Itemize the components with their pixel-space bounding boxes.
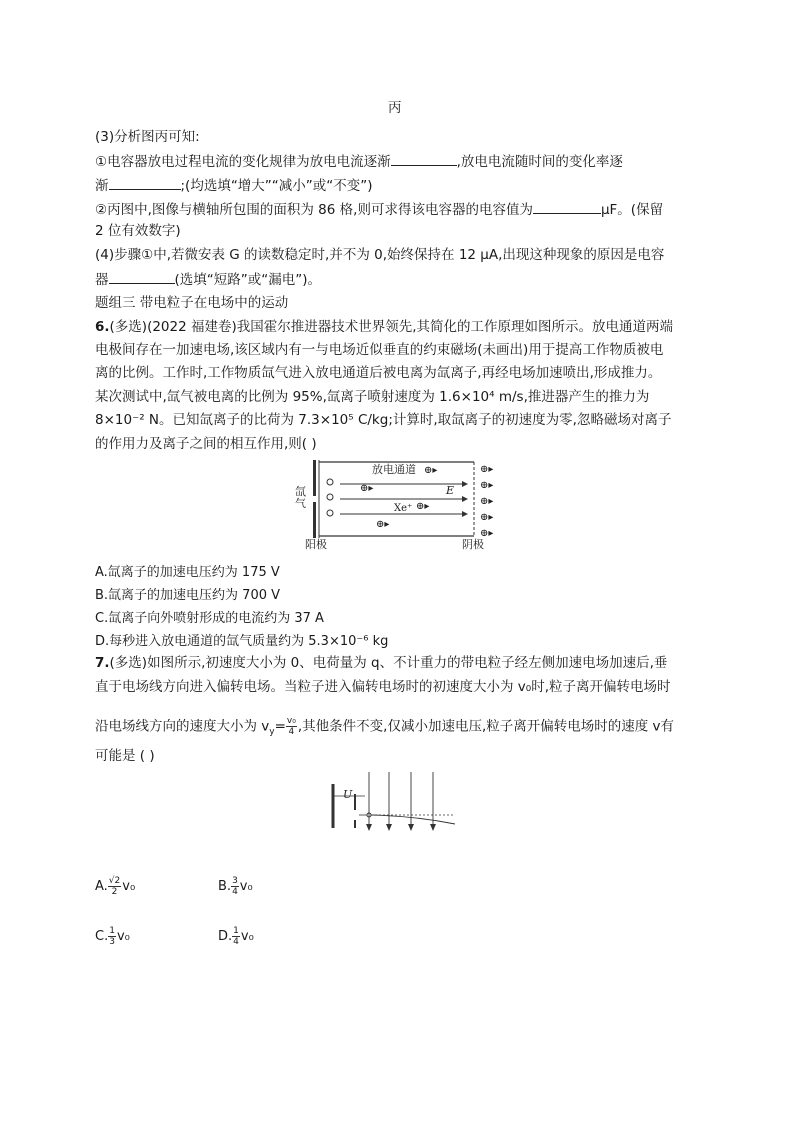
anode-plate-top [313, 460, 316, 496]
q7-line3 [95, 716, 674, 741]
text: ;(均选填“增大”“减小”或“不变”) [180, 178, 373, 194]
subscript: y [269, 727, 275, 738]
hall-thruster-diagram [288, 458, 508, 552]
anode-plate-bottom [313, 502, 316, 538]
option-value: v₀ [116, 929, 130, 944]
ion-symbol: ⊕▸ [480, 480, 494, 491]
numerator: 1 [109, 926, 115, 936]
field-arrowhead [462, 511, 468, 517]
ion-symbol: ⊕▸ [424, 465, 438, 476]
q6-line1 [95, 318, 673, 336]
channel-label: 放电通道 [372, 463, 416, 476]
numerator: √2 [108, 876, 121, 886]
answer-blank[interactable] [391, 152, 457, 166]
denominator: 3 [109, 937, 115, 947]
q5-item2-line2: 2 位有效数字) [95, 223, 181, 239]
text: ,其他条件不变,仅减小加速电压,粒子离开偏转电场时的速度 v有 [297, 718, 675, 735]
q5-item2-line1 [95, 200, 663, 219]
q6-option-c[interactable]: C.氙离子向外喷射形成的电流约为 37 A [95, 611, 324, 626]
gas-molecule [327, 479, 333, 485]
field-label: E [446, 484, 455, 497]
q5-part3-title: (3)分析图丙可知: [95, 129, 200, 145]
field-arrowhead [430, 824, 436, 831]
q6-line2: 电极间存在一加速电场,该区域内有一与电场近似垂直的约束磁场(未画出)用于提高工作物质被电 [95, 342, 664, 358]
ion-symbol: ⊕▸ [480, 496, 494, 507]
option-letter: D. [218, 929, 233, 944]
q7-option-c[interactable] [95, 926, 130, 947]
q6-option-d[interactable]: D.每秒进入放电通道的氙气质量约为 5.3×10⁻⁶ kg [95, 634, 389, 649]
q6-line5: 8×10⁻² N。已知氙离子的比荷为 7.3×10⁵ C/kg;计算时,取氙离子的初速度为零,忽略磁场对离子 [95, 412, 672, 428]
numerator: 1 [233, 926, 239, 936]
q7-line2: 直于电场线方向进入偏转电场。当粒子进入偏转电场时的初速度大小为 v₀时,粒子离开偏转电场时 [95, 679, 671, 695]
numerator: 3 [232, 876, 238, 886]
text: (多选)如图所示,初速度大小为 0、电荷量为 q、不计重力的带电粒子经左侧加速电场加速后,垂 [109, 655, 668, 671]
text: 渐 [95, 178, 109, 194]
q6-option-a[interactable]: A.氙离子的加速电压约为 175 V [95, 565, 280, 580]
gas-molecule [327, 494, 333, 500]
answer-blank[interactable] [109, 176, 181, 190]
field-arrowhead [462, 481, 468, 487]
anode-label: 阳极 [305, 538, 327, 551]
ion-symbol: ⊕▸ [360, 483, 374, 494]
denominator: 4 [288, 727, 295, 737]
ion-symbol: ⊕▸ [416, 501, 430, 512]
fraction [231, 876, 239, 897]
q7-option-b[interactable] [218, 876, 253, 897]
ion-symbol: ⊕▸ [480, 464, 494, 475]
fraction [232, 926, 240, 947]
ion-symbol: ⊕▸ [376, 519, 390, 530]
q5-item1-line2 [95, 176, 373, 195]
option-value: v₀ [239, 879, 253, 894]
text: (选填“短路”或“漏电”)。 [174, 272, 322, 288]
q6-line6: 的作用力及离子之间的相互作用,则( ) [95, 436, 317, 452]
question-number: 6. [95, 319, 110, 335]
q5-item1-line1 [95, 152, 623, 171]
text: (多选)(2022 福建卷)我国霍尔推进器技术世界领先,其简化的工作原理如图所示。放电通道两端 [109, 319, 674, 335]
q7-option-a[interactable] [95, 876, 135, 897]
ion-symbol: ⊕▸ [480, 528, 494, 539]
text: ①电容器放电过程电流的变化规律为放电电流逐渐 [95, 154, 391, 170]
q7-option-d[interactable] [218, 926, 254, 947]
field-arrowhead [408, 824, 414, 831]
section-heading: 题组三 带电粒子在电场中的运动 [95, 295, 289, 311]
text: 器 [95, 272, 109, 288]
option-value: v₀ [122, 879, 136, 894]
field-arrowhead [386, 824, 392, 831]
numerator: v₀ [286, 716, 296, 726]
answer-blank[interactable] [533, 200, 601, 214]
fraction [286, 716, 297, 737]
text: 沿电场线方向的速度大小为 v [95, 718, 270, 735]
text: = [274, 718, 286, 735]
q7-line4: 可能是 ( ) [95, 748, 155, 764]
text: ,放电电流随时间的变化率逐 [456, 154, 623, 170]
gas-molecule [327, 510, 333, 516]
q5-part4-line2 [95, 270, 321, 289]
deflection-diagram [325, 770, 470, 832]
denominator: 4 [232, 887, 238, 897]
fraction [108, 876, 121, 897]
answer-blank[interactable] [109, 270, 175, 284]
cathode-label: 阴极 [462, 538, 484, 551]
text: μF。(保留 [600, 202, 664, 218]
option-letter: C. [95, 929, 109, 944]
denominator: 2 [111, 887, 118, 897]
q6-option-b[interactable]: B.氙离子的加速电压约为 700 V [95, 588, 281, 603]
option-letter: A. [95, 879, 108, 894]
q6-line4: 某次测试中,氙气被电离的比例为 95%,氙离子喷射速度为 1.6×10⁴ m/s,推进器产生的推力为 [95, 389, 650, 405]
option-letter: B. [218, 879, 232, 894]
figure-caption: 丙 [388, 100, 402, 116]
question-number: 7. [95, 655, 110, 671]
field-arrowhead [462, 496, 468, 502]
option-value: v₀ [240, 929, 254, 944]
q6-line3: 离的比例。工作时,工作物质氙气进入放电通道后被电离为氙离子,再经电场加速喷出,形成推力。 [95, 365, 662, 381]
denominator: 4 [233, 937, 239, 947]
gas-label: 氙气 [295, 485, 306, 510]
ion-symbol: ⊕▸ [480, 512, 494, 523]
ion-label: Xe⁺ [394, 503, 413, 514]
field-arrowhead [366, 824, 372, 831]
trajectory [371, 815, 455, 824]
text: ②丙图中,图像与横轴所包围的面积为 86 格,则可求得该电容器的电容值为 [95, 202, 533, 218]
q7-line1 [95, 654, 667, 672]
q5-part4-line1: (4)步骤①中,若微安表 G 的读数稳定时,并不为 0,始终保持在 12 μA,出现这种现象的原因是电容 [95, 247, 665, 263]
fraction [108, 926, 116, 947]
voltage-label: U [343, 788, 353, 801]
